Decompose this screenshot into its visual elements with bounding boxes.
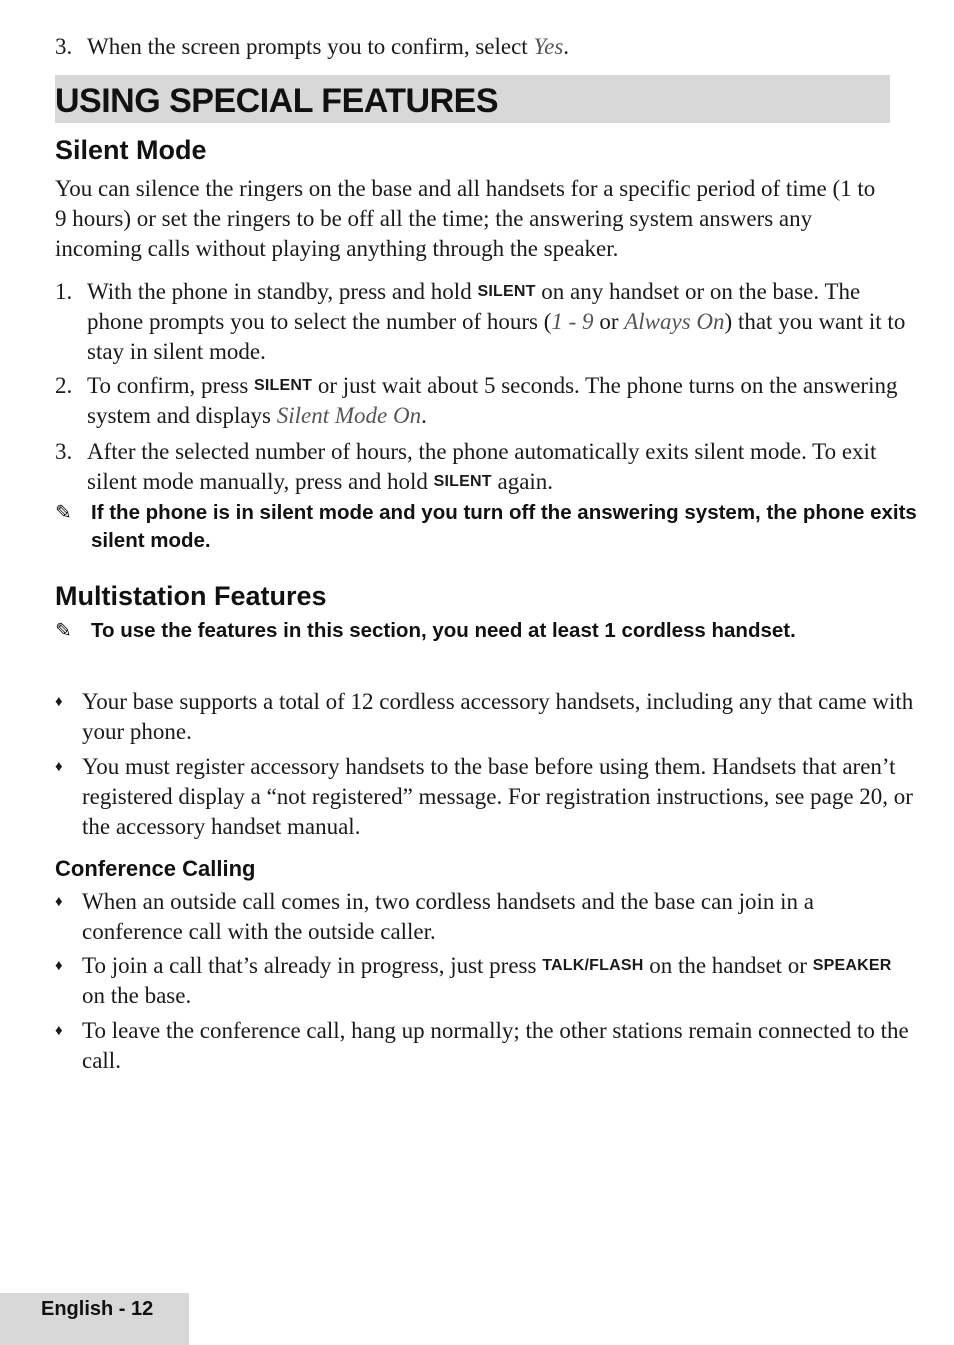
step-number: 3. <box>55 439 73 464</box>
silent-step-1: 1. With the phone in standby, press and hold SILENT on any handset or on the base. The phone prompts you to select the number of hours (1 - 9 or Always On) that you want it to stay in silent mode. <box>55 279 906 364</box>
diamond-bullet-icon: ♦ <box>55 894 63 910</box>
page-number: English - 12 <box>41 1298 154 1320</box>
speaker-key-label: SPEAKER <box>812 957 892 974</box>
note-text: To use the features in this section, you need at least 1 cordless handset. <box>91 619 796 642</box>
section-banner <box>55 75 890 123</box>
step-number: 1. <box>55 279 73 304</box>
silent-step-3: 3. After the selected number of hours, the phone automatically exits silent mode. To exit silent mode manually, press and hold SILENT again. <box>55 439 877 494</box>
list-item: ♦ You must register accessory handsets to the base before using them. Handsets that aren’t registered display a “not registered” message. For registration instructions, see page 20, or the accessory handset manual. <box>55 754 913 839</box>
silent-key-label: SILENT <box>433 473 492 490</box>
display-option-always-on: Always On <box>624 309 725 334</box>
silent-mode-heading: Silent Mode <box>55 135 207 165</box>
list-item: ♦ Your base supports a total of 12 cordless accessory handsets, including any that came with your phone. <box>55 689 914 744</box>
list-item: ♦ When an outside call comes in, two cordless handsets and the base can join in a conference call with the outside caller. <box>55 889 814 944</box>
diamond-bullet-icon: ♦ <box>55 759 63 775</box>
diamond-bullet-icon: ♦ <box>55 694 63 710</box>
previous-step: 3. When the screen prompts you to confirm, select Yes. <box>55 32 922 62</box>
silent-step-2: 2. To confirm, press SILENT or just wait about 5 seconds. The phone turns on the answering system and displays Silent Mode On. <box>55 373 898 428</box>
pencil-icon: ✎ <box>55 620 72 642</box>
section-title: USING SPECIAL FEATURES <box>55 82 499 120</box>
silent-key-label: SILENT <box>254 377 313 394</box>
silent-mode-intro: You can silence the ringers on the base and all handsets for a specific period of time (1 to 9 hours) or set the ringers to be off all the time; the answering system answers any incoming calls without playing anything through the speaker. <box>55 176 876 261</box>
silent-mode-note <box>55 499 926 555</box>
multistation-heading: Multistation Features <box>55 581 327 611</box>
display-option-yes: Yes <box>533 34 564 59</box>
diamond-bullet-icon: ♦ <box>55 958 63 974</box>
list-item: ♦ To join a call that’s already in progress, just press TALK/FLASH on the handset or SPEAKER on the base. <box>55 953 892 1008</box>
pencil-icon: ✎ <box>55 502 72 524</box>
display-option-hours: 1 - 9 <box>551 309 594 334</box>
silent-key-label: SILENT <box>477 283 536 300</box>
conference-calling-heading: Conference Calling <box>55 856 256 881</box>
page-footer-tab <box>0 1293 189 1345</box>
multistation-note <box>55 617 926 645</box>
display-text-silent-mode-on: Silent Mode On <box>276 403 422 428</box>
note-text: If the phone is in silent mode and you turn off the answering system, the phone exits silent mode. <box>91 501 917 552</box>
step-number: 3. <box>55 34 73 59</box>
diamond-bullet-icon: ♦ <box>55 1023 63 1039</box>
list-item: ♦ To leave the conference call, hang up normally; the other stations remain connected to the call. <box>55 1018 909 1073</box>
step-text: When the screen prompts you to confirm, select <box>87 34 534 59</box>
step-number: 2. <box>55 373 73 398</box>
talk-flash-key-label: TALK/FLASH <box>542 957 644 974</box>
